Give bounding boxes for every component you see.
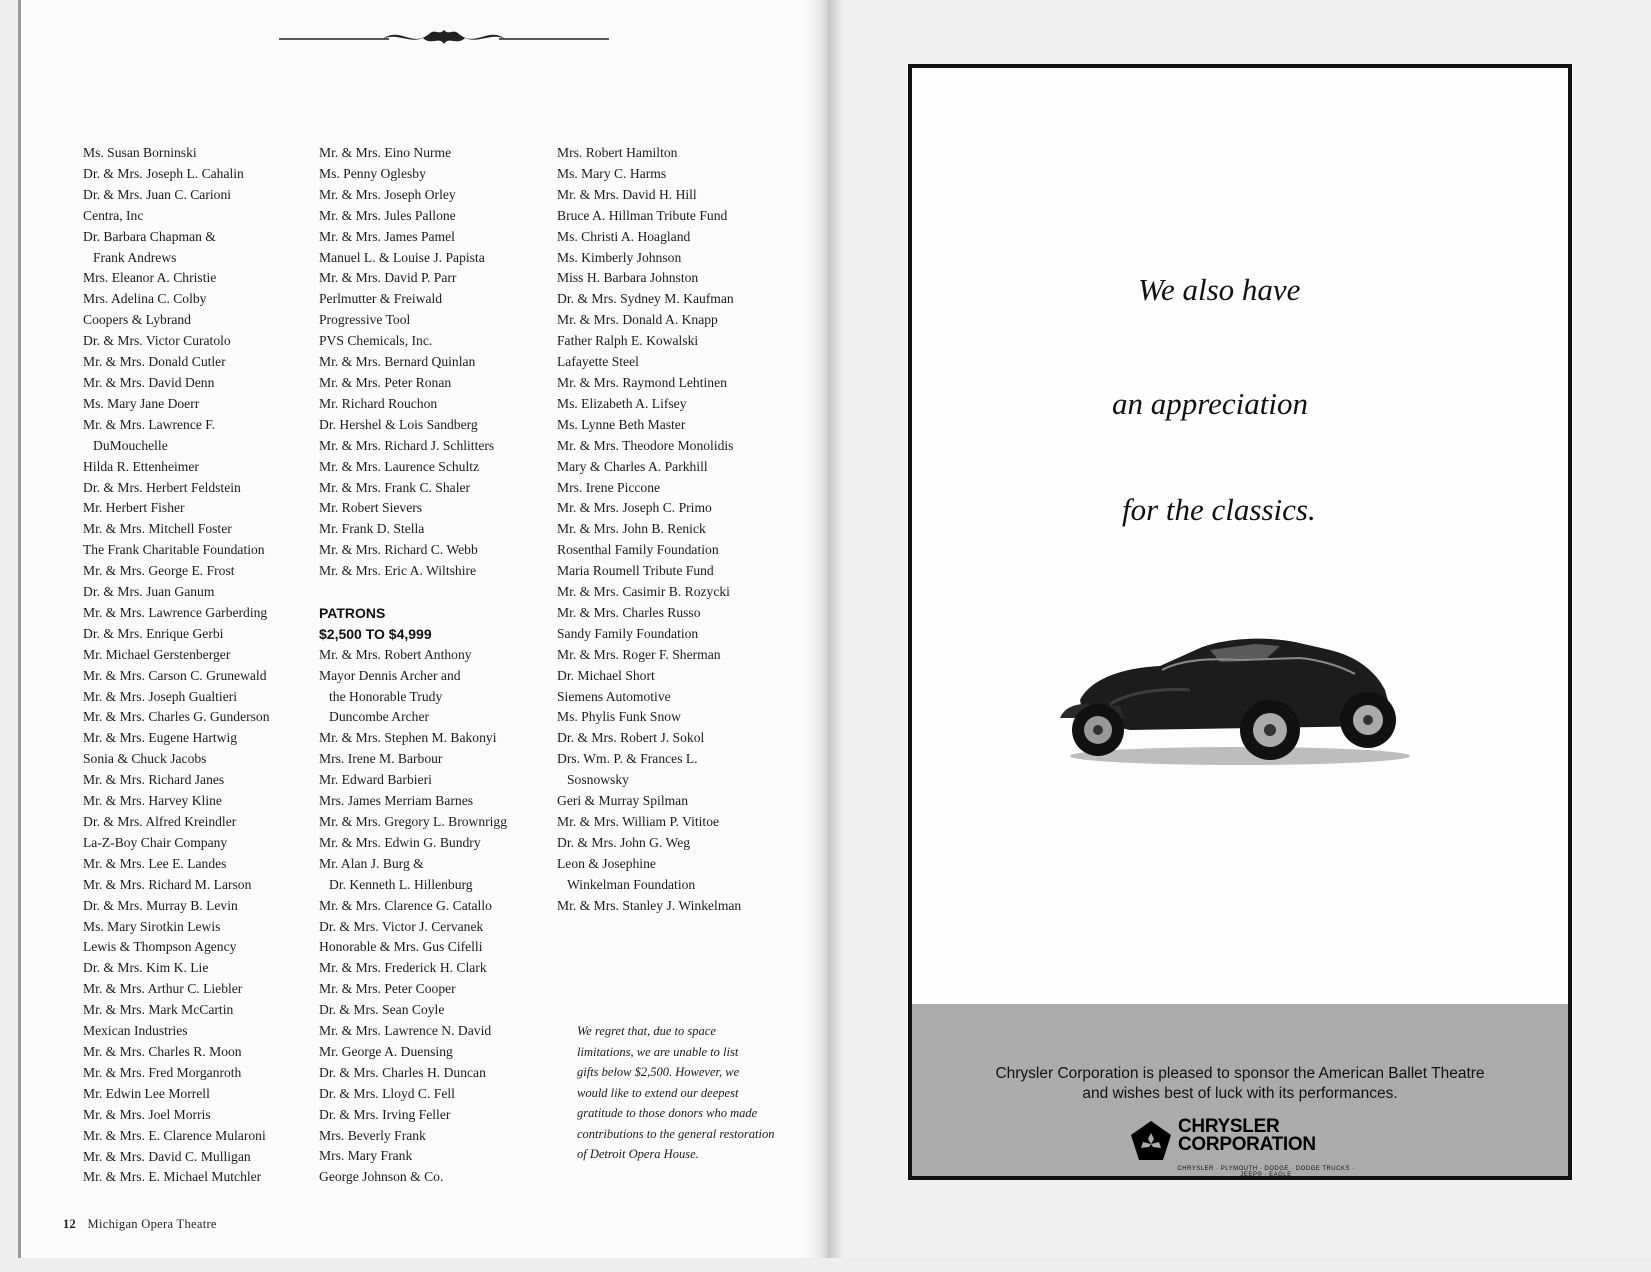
- donor-name: Mrs. Mary Frank: [319, 1148, 413, 1164]
- donor-name: Mr. Alan J. Burg &: [319, 855, 424, 871]
- donor-name: the Honorable Trudy: [329, 688, 443, 704]
- donor-name: Mr. & Mrs. John B. Renick: [557, 521, 706, 537]
- ad-headline-line-3: for the classics.: [1122, 492, 1316, 527]
- donor-name: Mr. & Mrs. Richard C. Webb: [319, 542, 478, 558]
- donor-name: Mr. & Mrs. Roger F. Sherman: [557, 646, 721, 662]
- chrysler-advertisement: [908, 64, 1572, 1180]
- donor-note: [577, 1021, 797, 1165]
- donor-name: Perlmutter & Freiwald: [319, 291, 443, 307]
- donor-name: Sandy Family Foundation: [557, 625, 699, 641]
- note-line: of Detroit Opera House.: [577, 1147, 699, 1161]
- donor-name: Mrs. Robert Hamilton: [557, 145, 678, 160]
- donor-name: Dr. & Mrs. Enrique Gerbi: [83, 625, 224, 641]
- note-line: limitations, we are unable to list: [577, 1044, 739, 1059]
- pentastar-icon: [1130, 1120, 1172, 1162]
- donor-name: Dr. & Mrs. John G. Weg: [557, 834, 691, 850]
- donor-name: Mr. & Mrs. Charles R. Moon: [83, 1043, 242, 1059]
- donor-name: Dr. & Mrs. Juan Ganum: [83, 584, 215, 600]
- donor-name: Mr. & Mrs. Richard Janes: [83, 772, 225, 788]
- donor-name: Mr. & Mrs. Laurence Schultz: [319, 458, 480, 474]
- donor-name: The Frank Charitable Foundation: [83, 542, 265, 558]
- donor-name: Mr. Robert Sievers: [319, 500, 423, 516]
- donor-name: Miss H. Barbara Johnston: [557, 270, 699, 286]
- donor-name: Mr. & Mrs. Eric A. Wiltshire: [319, 563, 477, 579]
- donor-name: Mr. Edwin Lee Morrell: [83, 1085, 210, 1101]
- donor-name: Mr. & Mrs. Harvey Kline: [83, 793, 222, 809]
- donor-name: Mr. Herbert Fisher: [83, 500, 185, 516]
- sponsor-band: [912, 1004, 1568, 1176]
- donor-name: Mr. & Mrs. Joseph C. Primo: [557, 500, 712, 516]
- donor-name: Dr. Barbara Chapman &: [83, 228, 216, 244]
- donor-name: Mayor Dennis Archer and: [319, 667, 461, 683]
- gutter-shadow: [806, 0, 828, 1258]
- donor-name: Mr. & Mrs. James Pamel: [319, 228, 455, 244]
- donor-name: Dr. & Mrs. Herbert Feldstein: [83, 479, 241, 495]
- donor-name: Mr. & Mrs. E. Clarence Mularoni: [83, 1127, 266, 1143]
- donor-name: Ms. Christi A. Hoagland: [557, 228, 691, 244]
- donor-name: Mr. & Mrs. Carson C. Grunewald: [83, 667, 267, 683]
- donor-name: Mary & Charles A. Parkhill: [557, 458, 708, 474]
- donor-name: Mr. & Mrs. Robert Anthony: [319, 646, 472, 662]
- donor-name: Mrs. Irene Piccone: [557, 479, 661, 495]
- chrysler-logo: [1130, 1116, 1360, 1176]
- donor-name: Dr. & Mrs. Irving Feller: [319, 1106, 451, 1122]
- donor-name: PVS Chemicals, Inc.: [319, 333, 433, 349]
- donor-name: Dr. & Mrs. Robert J. Sokol: [557, 730, 705, 746]
- list-spacer: [319, 582, 559, 603]
- donor-name: Dr. & Mrs. Lloyd C. Fell: [319, 1085, 455, 1101]
- donor-name: Progressive Tool: [319, 312, 411, 328]
- donor-name: Mr. & Mrs. Edwin G. Bundry: [319, 834, 481, 850]
- donor-name: Sosnowsky: [567, 772, 629, 788]
- note-line: We regret that, due to space: [577, 1024, 716, 1038]
- ad-headline-line-1: We also have: [1138, 272, 1301, 307]
- donor-name: Bruce A. Hillman Tribute Fund: [557, 207, 728, 223]
- donor-name: Mrs. Eleanor A. Christie: [83, 270, 217, 286]
- donor-name: Dr. & Mrs. Charles H. Duncan: [319, 1064, 486, 1080]
- donor-name: Mr. & Mrs. Frank C. Shaler: [319, 479, 471, 495]
- sponsor-message: [930, 1064, 1550, 1104]
- donor-name: Mr. & Mrs. William P. Vititoe: [557, 814, 720, 829]
- donor-name: Mr. & Mrs. Lawrence F.: [83, 416, 216, 432]
- donor-name: Mr. & Mrs. Frederick H. Clark: [319, 960, 487, 976]
- donor-name: Mr. George A. Duensing: [319, 1043, 453, 1059]
- donor-name: Mr. & Mrs. Eino Nurme: [319, 145, 452, 160]
- section-heading: $2,500 TO $4,999: [319, 625, 432, 642]
- section-heading: PATRONS: [319, 604, 386, 621]
- donor-name: Mr. & Mrs. Lawrence N. David: [319, 1023, 492, 1039]
- donor-name: DuMouchelle: [93, 437, 168, 453]
- donor-name: Ms. Penny Oglesby: [319, 165, 426, 181]
- donor-name: Mr. Richard Rouchon: [319, 395, 438, 411]
- donor-name: Mr. & Mrs. Charles G. Gunderson: [83, 709, 270, 725]
- donor-name: Hilda R. Ettenheimer: [83, 458, 199, 474]
- donor-name: Mr. & Mrs. Mitchell Foster: [83, 521, 232, 537]
- donor-name: Mr. & Mrs. Bernard Quinlan: [319, 354, 476, 370]
- donor-name: Mrs. Irene M. Barbour: [319, 751, 443, 767]
- brand-list: CHRYSLER · PLYMOUTH · DODGE · DODGE TRUCKS · JEEP® · EAGLE: [1177, 1166, 1355, 1178]
- ad-headline-line-2: an appreciation: [1112, 386, 1309, 421]
- donor-name: Mr. & Mrs. Lee E. Landes: [83, 855, 227, 871]
- donor-name: Frank Andrews: [93, 249, 177, 265]
- donor-name: Mr. & Mrs. Theodore Monolidis: [557, 437, 734, 453]
- donor-name: Dr. & Mrs. Sean Coyle: [319, 1002, 445, 1018]
- donor-name: Winkelman Foundation: [567, 876, 696, 892]
- donor-name: Ms. Lynne Beth Master: [557, 416, 686, 432]
- donor-name: Lafayette Steel: [557, 354, 639, 370]
- donor-name: Ms. Susan Borninski: [83, 145, 197, 160]
- donor-name: Ms. Elizabeth A. Lifsey: [557, 395, 687, 411]
- donor-name: Mr. & Mrs. Fred Morganroth: [83, 1064, 242, 1080]
- donor-name: Mr. & Mrs. David P. Parr: [319, 270, 457, 286]
- donor-name: Dr. & Mrs. Murray B. Levin: [83, 897, 238, 913]
- donor-name: Mr. & Mrs. Joel Morris: [83, 1106, 211, 1122]
- donor-name: Mr. & Mrs. Donald Cutler: [83, 354, 226, 370]
- donor-name: Rosenthal Family Foundation: [557, 542, 719, 558]
- donor-name: Honorable & Mrs. Gus Cifelli: [319, 939, 483, 955]
- note-line: gifts below $2,500. However, we: [577, 1065, 740, 1079]
- donor-name: Dr. Hershel & Lois Sandberg: [319, 416, 478, 432]
- donor-name: Mr. & Mrs. Clarence G. Catallo: [319, 897, 492, 913]
- donor-name: Centra, Inc: [83, 207, 144, 223]
- ornament-divider: [279, 22, 609, 56]
- donor-name: Mr. & Mrs. George E. Frost: [83, 563, 235, 579]
- donor-name: Ms. Mary Jane Doerr: [83, 395, 200, 411]
- donor-name: Coopers & Lybrand: [83, 312, 191, 328]
- donor-name: Dr. & Mrs. Sydney M. Kaufman: [557, 291, 734, 307]
- donor-name: Mr. & Mrs. Donald A. Knapp: [557, 312, 718, 328]
- donor-name: Dr. & Mrs. Victor Curatolo: [83, 333, 231, 349]
- donor-name: George Johnson & Co.: [319, 1169, 444, 1185]
- donor-name: Dr. & Mrs. Alfred Kreindler: [83, 814, 237, 829]
- donor-name: Mr. & Mrs. Stephen M. Bakonyi: [319, 730, 497, 746]
- donor-name: Mr. & Mrs. Charles Russo: [557, 604, 701, 620]
- donor-name: Siemens Automotive: [557, 688, 671, 704]
- note-line: contributions to the general restoration: [577, 1126, 775, 1141]
- donor-name: Ms. Mary C. Harms: [557, 165, 667, 181]
- donor-name: Mr. & Mrs. David Denn: [83, 374, 215, 390]
- donor-name: Mr. & Mrs. Casimir B. Rozycki: [557, 584, 730, 600]
- donor-name: Manuel L. & Louise J. Papista: [319, 249, 485, 265]
- prowler-car-image: [1050, 608, 1410, 768]
- left-page: [18, 0, 829, 1258]
- donor-column-2: [319, 143, 559, 1188]
- donor-name: Mr. & Mrs. E. Michael Mutchler: [83, 1169, 262, 1185]
- note-line: gratitude to those donors who made: [577, 1106, 758, 1120]
- chrysler-corporation-wordmark: CHRYSLER CORPORATION: [1178, 1116, 1316, 1155]
- right-page: [828, 0, 1651, 1258]
- donor-name: Mr. & Mrs. Peter Cooper: [319, 981, 456, 997]
- sponsor-line-2: and wishes best of luck with its performances.: [1082, 1085, 1398, 1102]
- donor-name: Mr. Edward Barbieri: [319, 772, 432, 788]
- donor-name: Mr. & Mrs. Joseph Gualtieri: [83, 688, 238, 704]
- donor-column-1: [83, 143, 323, 1188]
- donor-name: Mr. & Mrs. Richard J. Schlitters: [319, 437, 495, 453]
- donor-name: Dr. & Mrs. Joseph L. Cahalin: [83, 165, 244, 181]
- donor-name: Father Ralph E. Kowalski: [557, 333, 699, 349]
- donor-name: Ms. Phylis Funk Snow: [557, 709, 681, 725]
- gutter-edge: [828, 0, 844, 1258]
- donor-name: Dr. & Mrs. Kim K. Lie: [83, 960, 209, 976]
- donor-name: Dr. Michael Short: [557, 667, 655, 683]
- donor-name: Mr. & Mrs. Gregory L. Brownrigg: [319, 813, 508, 829]
- donor-name: Lewis & Thompson Agency: [83, 939, 237, 955]
- donor-name: Mr. & Mrs. Raymond Lehtinen: [557, 374, 727, 390]
- donor-name: Dr. & Mrs. Victor J. Cervanek: [319, 918, 484, 934]
- donor-name: La-Z-Boy Chair Company: [83, 834, 228, 850]
- donor-name: Mrs. Beverly Frank: [319, 1127, 426, 1143]
- donor-name: Sonia & Chuck Jacobs: [83, 751, 207, 767]
- page-footer: [63, 1217, 217, 1232]
- donor-name: Duncombe Archer: [329, 709, 430, 725]
- donor-name: Mr. & Mrs. Mark McCartin: [83, 1002, 234, 1018]
- donor-name: Mr. & Mrs. Joseph Orley: [319, 186, 456, 202]
- donor-name: Mr. & Mrs. Arthur C. Liebler: [83, 981, 243, 997]
- donor-name: Drs. Wm. P. & Frances L.: [557, 751, 698, 767]
- donor-name: Leon & Josephine: [557, 855, 656, 871]
- donor-name: Ms. Mary Sirotkin Lewis: [83, 918, 221, 934]
- donor-name: Mrs. Adelina C. Colby: [83, 291, 207, 307]
- donor-name: Mr. & Mrs. Richard M. Larson: [83, 876, 252, 892]
- sponsor-line-1: Chrysler Corporation is pleased to sponsor the American Ballet Theatre: [995, 1065, 1485, 1082]
- donor-name: Dr. & Mrs. Juan C. Carioni: [83, 186, 232, 202]
- donor-name: Geri & Murray Spilman: [557, 793, 689, 809]
- donor-name: Mr. & Mrs. Peter Ronan: [319, 374, 452, 390]
- donor-name: Mrs. James Merriam Barnes: [319, 793, 474, 809]
- donor-name: Mr. & Mrs. Lawrence Garberding: [83, 604, 268, 620]
- donor-name: Mr. & Mrs. David C. Mulligan: [83, 1148, 251, 1164]
- donor-name: Ms. Kimberly Johnson: [557, 249, 682, 265]
- donor-name: Mr. & Mrs. David H. Hill: [557, 186, 697, 202]
- donor-name: Mr. & Mrs. Eugene Hartwig: [83, 730, 238, 746]
- donor-name: Mexican Industries: [83, 1023, 188, 1039]
- page-number: 12: [63, 1217, 77, 1231]
- donor-name: Mr. & Mrs. Stanley J. Winkelman: [557, 897, 742, 913]
- donor-name: Mr. Michael Gerstenberger: [83, 646, 231, 662]
- donor-name: Dr. Kenneth L. Hillenburg: [329, 876, 473, 892]
- donor-column-3: [557, 143, 797, 917]
- publication-name: Michigan Opera Theatre: [87, 1217, 217, 1231]
- donor-name: Mr. & Mrs. Jules Pallone: [319, 207, 456, 223]
- donor-name: Maria Roumell Tribute Fund: [557, 563, 714, 579]
- donor-name: Mr. Frank D. Stella: [319, 521, 425, 537]
- note-line: would like to extend our deepest: [577, 1085, 739, 1100]
